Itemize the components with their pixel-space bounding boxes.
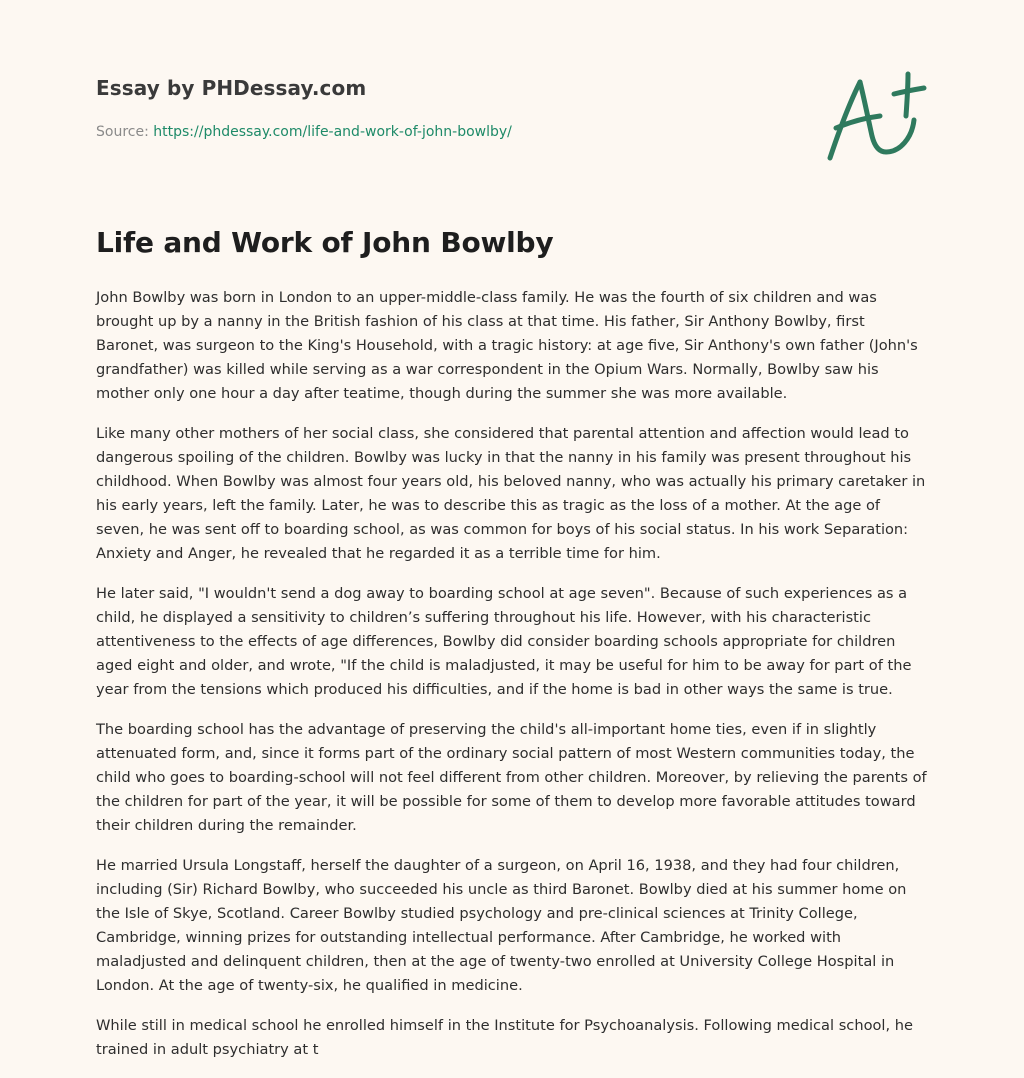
a-plus-grade-icon — [820, 68, 930, 164]
article-body — [96, 286, 930, 1078]
site-title: Essay by PHDessay.com — [96, 76, 367, 100]
paragraph: Like many other mothers of her social class, she considered that parental attention and affection would lead to dangerous spoiling of the children. Bowlby was lucky in that the nanny in his family was present throughout his childhood. When Bowlby was almost four years old, his beloved nanny, who was actually his primary caretaker in his early years, left the family. Later, he was to describe this as tragic as the loss of a mother. At the age of seven, he was sent off to boarding school, as was common for boys of his social status. In his work Separation: Anxiety and Anger, he revealed that he regarded it as a terrible time for him. — [96, 425, 926, 562]
source-line — [96, 124, 512, 140]
paragraph: The boarding school has the advantage of preserving the child's all-important home ties, even if in slightly attenuated form, and, since it forms part of the ordinary social pattern of most Western communities today, the child who goes to boarding-school will not feel different from other children. Moreover, by relieving the parents of the children for part of the year, it will be possible for some of them to develop more favorable attitudes toward their children during the remainder. — [96, 721, 927, 834]
paragraph: John Bowlby was born in London to an upper-middle-class family. He was the fourth of six children and was brought up by a nanny in the British fashion of his class at that time. His father, Sir Anthony Bowlby, first Baronet, was surgeon to the King's Household, with a tragic history: at age five, Sir Anthony's own father (John's grandfather) was killed while serving as a war correspondent in the Opium Wars. Normally, Bowlby saw his mother only one hour a day after teatime, though during the summer she was more available. — [96, 289, 918, 402]
paragraph: He later said, "I wouldn't send a dog away to boarding school at age seven". Because of such experiences as a child, he displayed a sensitivity to children’s suffering throughout his life. However, with his characteristic attentiveness to the effects of age differences, Bowlby did consider boarding schools appropriate for children aged eight and older, and wrote, "If the child is maladjusted, it may be useful for him to be away for part of the year from the tensions which produced his difficulties, and if the home is bad in other ways the same is true. — [96, 585, 912, 698]
source-link[interactable]: https://phdessay.com/life-and-work-of-john-bowlby/ — [153, 124, 512, 140]
source-label: Source: — [96, 124, 154, 140]
paragraph: He married Ursula Longstaff, herself the daughter of a surgeon, on April 16, 1938, and they had four children, including (Sir) Richard Bowlby, who succeeded his uncle as third Baronet. Bowlby died at his summer home on the Isle of Skye, Scotland. Career Bowlby studied psychology and pre-clinical sciences at Trinity College, Cambridge, winning prizes for outstanding intellectual performance. After Cambridge, he worked with maladjusted and delinquent children, then at the age of twenty-two enrolled at University College Hospital in London. At the age of twenty-six, he qualified in medicine. — [96, 857, 907, 994]
paragraph: While still in medical school he enrolled himself in the Institute for Psychoanalysis. Following medical school, he trained in adult psychiatry at t — [96, 1017, 913, 1058]
site-header — [96, 76, 928, 100]
article-title: Life and Work of John Bowlby — [96, 226, 554, 259]
